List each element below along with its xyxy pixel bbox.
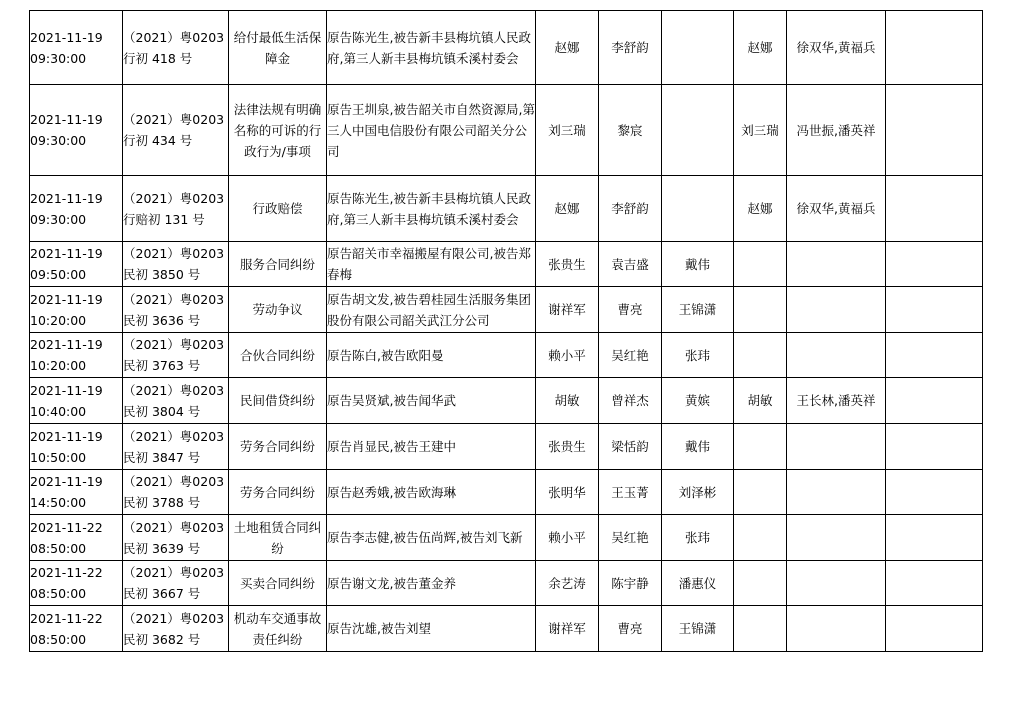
- case-number-cell: [123, 378, 229, 424]
- case-cause-cell: 买卖合同纠纷: [229, 561, 327, 606]
- case-cause-cell: 劳务合同纠纷: [229, 470, 327, 515]
- clerk-cell: 曹亮: [599, 606, 662, 652]
- remarks-cell: [886, 176, 983, 242]
- panel-members-cell: [787, 606, 886, 652]
- hearing-time-cell: [30, 85, 123, 176]
- clerk-cell: 梁恬韵: [599, 424, 662, 470]
- clerk-cell: 曾祥杰: [599, 378, 662, 424]
- table-row: [30, 515, 983, 561]
- table-row: [30, 606, 983, 652]
- hearing-date: 2021-11-22: [30, 519, 103, 535]
- judge-cell: 张贵生: [536, 424, 599, 470]
- hearing-schedule-table: [29, 10, 983, 652]
- clerk-cell: 陈宇静: [599, 561, 662, 606]
- remarks-cell: [886, 333, 983, 378]
- case-number-prefix: （2021）粤0203: [123, 29, 225, 45]
- hearing-time-cell: [30, 287, 123, 333]
- hearing-time: 09:50:00: [30, 267, 87, 282]
- case-cause-cell: 服务合同纠纷: [229, 242, 327, 287]
- case-number-prefix: （2021）粤0203: [123, 428, 225, 444]
- case-number-suffix: 民初 3682 号: [123, 631, 201, 647]
- panel-members-cell: [787, 561, 886, 606]
- parties-cell: 原告陈光生,被告新丰县梅坑镇人民政府,第三人新丰县梅坑镇禾溪村委会: [327, 11, 536, 85]
- hearing-date: 2021-11-19: [30, 246, 103, 261]
- presiding-judge-cell: 赵娜: [734, 11, 787, 85]
- case-cause-cell: 法律法规有明确名称的可诉的行政行为/事项: [229, 85, 327, 176]
- hearing-time-cell: [30, 470, 123, 515]
- case-cause-cell: 给付最低生活保障金: [229, 11, 327, 85]
- case-number-suffix: 民初 3788 号: [123, 495, 201, 510]
- case-number-cell: [123, 424, 229, 470]
- parties-cell: 原告赵秀娥,被告欧海琳: [327, 470, 536, 515]
- presiding-judge-cell: [734, 287, 787, 333]
- presiding-judge-cell: 刘三瑞: [734, 85, 787, 176]
- case-number-suffix: 民初 3636 号: [123, 312, 201, 328]
- presiding-judge-cell: [734, 333, 787, 378]
- panel-members-cell: [787, 333, 886, 378]
- clerk-cell: 王玉菁: [599, 470, 662, 515]
- case-cause-cell: 劳务合同纠纷: [229, 424, 327, 470]
- case-number-prefix: （2021）粤0203: [123, 519, 225, 535]
- hearing-time: 10:40:00: [30, 403, 87, 419]
- case-cause-cell: 劳动争议: [229, 287, 327, 333]
- assistant-cell: 王锦潇: [662, 287, 734, 333]
- case-number-cell: [123, 11, 229, 85]
- case-number-cell: [123, 242, 229, 287]
- hearing-time-cell: [30, 378, 123, 424]
- case-number-prefix: （2021）粤0203: [123, 474, 225, 489]
- case-number-prefix: （2021）粤0203: [123, 565, 225, 580]
- hearing-date: 2021-11-19: [30, 382, 103, 398]
- case-number-suffix: 民初 3847 号: [123, 449, 201, 465]
- remarks-cell: [886, 470, 983, 515]
- table-row: [30, 287, 983, 333]
- case-number-suffix: 行赔初 131 号: [123, 211, 205, 227]
- panel-members-cell: [787, 287, 886, 333]
- judge-cell: 赵娜: [536, 11, 599, 85]
- table-row: [30, 11, 983, 85]
- hearing-time: 10:20:00: [30, 312, 87, 328]
- parties-cell: 原告陈白,被告欧阳曼: [327, 333, 536, 378]
- panel-members-cell: 徐双华,黄福兵: [787, 176, 886, 242]
- hearing-time-cell: [30, 424, 123, 470]
- hearing-time-cell: [30, 515, 123, 561]
- hearing-time: 09:30:00: [30, 50, 87, 66]
- parties-cell: 原告谢文龙,被告董金养: [327, 561, 536, 606]
- hearing-time-cell: [30, 561, 123, 606]
- panel-members-cell: [787, 424, 886, 470]
- remarks-cell: [886, 424, 983, 470]
- clerk-cell: 李舒韵: [599, 176, 662, 242]
- clerk-cell: 吴红艳: [599, 333, 662, 378]
- case-number-prefix: （2021）粤0203: [123, 382, 225, 398]
- panel-members-cell: [787, 515, 886, 561]
- remarks-cell: [886, 242, 983, 287]
- case-number-cell: [123, 561, 229, 606]
- hearing-time-cell: [30, 242, 123, 287]
- assistant-cell: 张玮: [662, 515, 734, 561]
- hearing-time-cell: [30, 11, 123, 85]
- parties-cell: 原告王圳泉,被告韶关市自然资源局,第三人中国电信股份有限公司韶关分公司: [327, 85, 536, 176]
- case-number-suffix: 民初 3850 号: [123, 267, 201, 282]
- table-row: [30, 242, 983, 287]
- table-row: [30, 85, 983, 176]
- table-row: [30, 424, 983, 470]
- case-number-prefix: （2021）粤0203: [123, 610, 225, 626]
- remarks-cell: [886, 287, 983, 333]
- presiding-judge-cell: [734, 515, 787, 561]
- hearing-time: 14:50:00: [30, 495, 87, 510]
- hearing-time: 08:50:00: [30, 540, 87, 556]
- panel-members-cell: [787, 470, 886, 515]
- judge-cell: 赖小平: [536, 515, 599, 561]
- hearing-date: 2021-11-19: [30, 428, 103, 444]
- hearing-date: 2021-11-19: [30, 337, 103, 352]
- clerk-cell: 吴红艳: [599, 515, 662, 561]
- presiding-judge-cell: [734, 242, 787, 287]
- hearing-date: 2021-11-19: [30, 190, 103, 206]
- clerk-cell: 黎宸: [599, 85, 662, 176]
- case-number-prefix: （2021）粤0203: [123, 246, 225, 261]
- case-cause-cell: 土地租赁合同纠纷: [229, 515, 327, 561]
- table-row: [30, 561, 983, 606]
- assistant-cell: [662, 85, 734, 176]
- remarks-cell: [886, 515, 983, 561]
- judge-cell: 赵娜: [536, 176, 599, 242]
- case-cause-cell: 机动车交通事故责任纠纷: [229, 606, 327, 652]
- panel-members-cell: 徐双华,黄福兵: [787, 11, 886, 85]
- hearing-date: 2021-11-19: [30, 474, 103, 489]
- assistant-cell: 王锦潇: [662, 606, 734, 652]
- remarks-cell: [886, 378, 983, 424]
- hearing-time: 10:20:00: [30, 358, 87, 373]
- clerk-cell: 李舒韵: [599, 11, 662, 85]
- hearing-date: 2021-11-19: [30, 29, 103, 45]
- parties-cell: 原告陈光生,被告新丰县梅坑镇人民政府,第三人新丰县梅坑镇禾溪村委会: [327, 176, 536, 242]
- remarks-cell: [886, 85, 983, 176]
- hearing-date: 2021-11-19: [30, 112, 103, 127]
- assistant-cell: 刘泽彬: [662, 470, 734, 515]
- case-number-cell: [123, 176, 229, 242]
- table-body: [30, 11, 983, 652]
- judge-cell: 赖小平: [536, 333, 599, 378]
- parties-cell: 原告肖显民,被告王建中: [327, 424, 536, 470]
- assistant-cell: [662, 11, 734, 85]
- hearing-time: 09:30:00: [30, 211, 87, 227]
- case-number-suffix: 行初 434 号: [123, 133, 193, 148]
- case-number-prefix: （2021）粤0203: [123, 112, 225, 127]
- table-row: [30, 378, 983, 424]
- judge-cell: 谢祥军: [536, 287, 599, 333]
- clerk-cell: 曹亮: [599, 287, 662, 333]
- hearing-time: 08:50:00: [30, 586, 87, 601]
- judge-cell: 谢祥军: [536, 606, 599, 652]
- assistant-cell: 戴伟: [662, 424, 734, 470]
- assistant-cell: 张玮: [662, 333, 734, 378]
- case-number-cell: [123, 333, 229, 378]
- presiding-judge-cell: [734, 561, 787, 606]
- judge-cell: 胡敏: [536, 378, 599, 424]
- presiding-judge-cell: [734, 606, 787, 652]
- case-number-cell: [123, 287, 229, 333]
- judge-cell: 刘三瑞: [536, 85, 599, 176]
- case-number-cell: [123, 515, 229, 561]
- case-number-cell: [123, 606, 229, 652]
- table-row: [30, 176, 983, 242]
- parties-cell: 原告吴贤斌,被告闻华武: [327, 378, 536, 424]
- remarks-cell: [886, 11, 983, 85]
- hearing-time: 09:30:00: [30, 133, 87, 148]
- assistant-cell: [662, 176, 734, 242]
- hearing-date: 2021-11-22: [30, 565, 103, 580]
- presiding-judge-cell: [734, 470, 787, 515]
- case-number-suffix: 行初 418 号: [123, 50, 193, 66]
- presiding-judge-cell: 赵娜: [734, 176, 787, 242]
- hearing-time-cell: [30, 333, 123, 378]
- assistant-cell: 戴伟: [662, 242, 734, 287]
- presiding-judge-cell: [734, 424, 787, 470]
- table-row: [30, 333, 983, 378]
- case-cause-cell: 民间借贷纠纷: [229, 378, 327, 424]
- assistant-cell: 潘惠仪: [662, 561, 734, 606]
- presiding-judge-cell: 胡敏: [734, 378, 787, 424]
- remarks-cell: [886, 561, 983, 606]
- case-number-suffix: 民初 3804 号: [123, 403, 201, 419]
- case-number-suffix: 民初 3763 号: [123, 358, 201, 373]
- case-cause-cell: 合伙合同纠纷: [229, 333, 327, 378]
- case-number-prefix: （2021）粤0203: [123, 190, 225, 206]
- panel-members-cell: 王长林,潘英祥: [787, 378, 886, 424]
- case-number-cell: [123, 470, 229, 515]
- table-row: [30, 470, 983, 515]
- judge-cell: 张明华: [536, 470, 599, 515]
- parties-cell: 原告李志健,被告伍尚辉,被告刘飞新: [327, 515, 536, 561]
- panel-members-cell: 冯世振,潘英祥: [787, 85, 886, 176]
- hearing-time-cell: [30, 176, 123, 242]
- case-number-prefix: （2021）粤0203: [123, 337, 225, 352]
- parties-cell: 原告沈雄,被告刘望: [327, 606, 536, 652]
- case-cause-cell: 行政赔偿: [229, 176, 327, 242]
- hearing-time: 10:50:00: [30, 449, 87, 465]
- hearing-time-cell: [30, 606, 123, 652]
- remarks-cell: [886, 606, 983, 652]
- case-number-suffix: 民初 3667 号: [123, 586, 201, 601]
- case-number-prefix: （2021）粤0203: [123, 291, 225, 307]
- clerk-cell: 袁吉盛: [599, 242, 662, 287]
- assistant-cell: 黄嫔: [662, 378, 734, 424]
- panel-members-cell: [787, 242, 886, 287]
- hearing-time: 08:50:00: [30, 631, 87, 647]
- judge-cell: 张贵生: [536, 242, 599, 287]
- hearing-date: 2021-11-22: [30, 610, 103, 626]
- judge-cell: 余艺涛: [536, 561, 599, 606]
- hearing-date: 2021-11-19: [30, 291, 103, 307]
- case-number-suffix: 民初 3639 号: [123, 540, 201, 556]
- parties-cell: 原告胡文发,被告碧桂园生活服务集团股份有限公司韶关武江分公司: [327, 287, 536, 333]
- case-number-cell: [123, 85, 229, 176]
- parties-cell: 原告韶关市幸福搬屋有限公司,被告郑春梅: [327, 242, 536, 287]
